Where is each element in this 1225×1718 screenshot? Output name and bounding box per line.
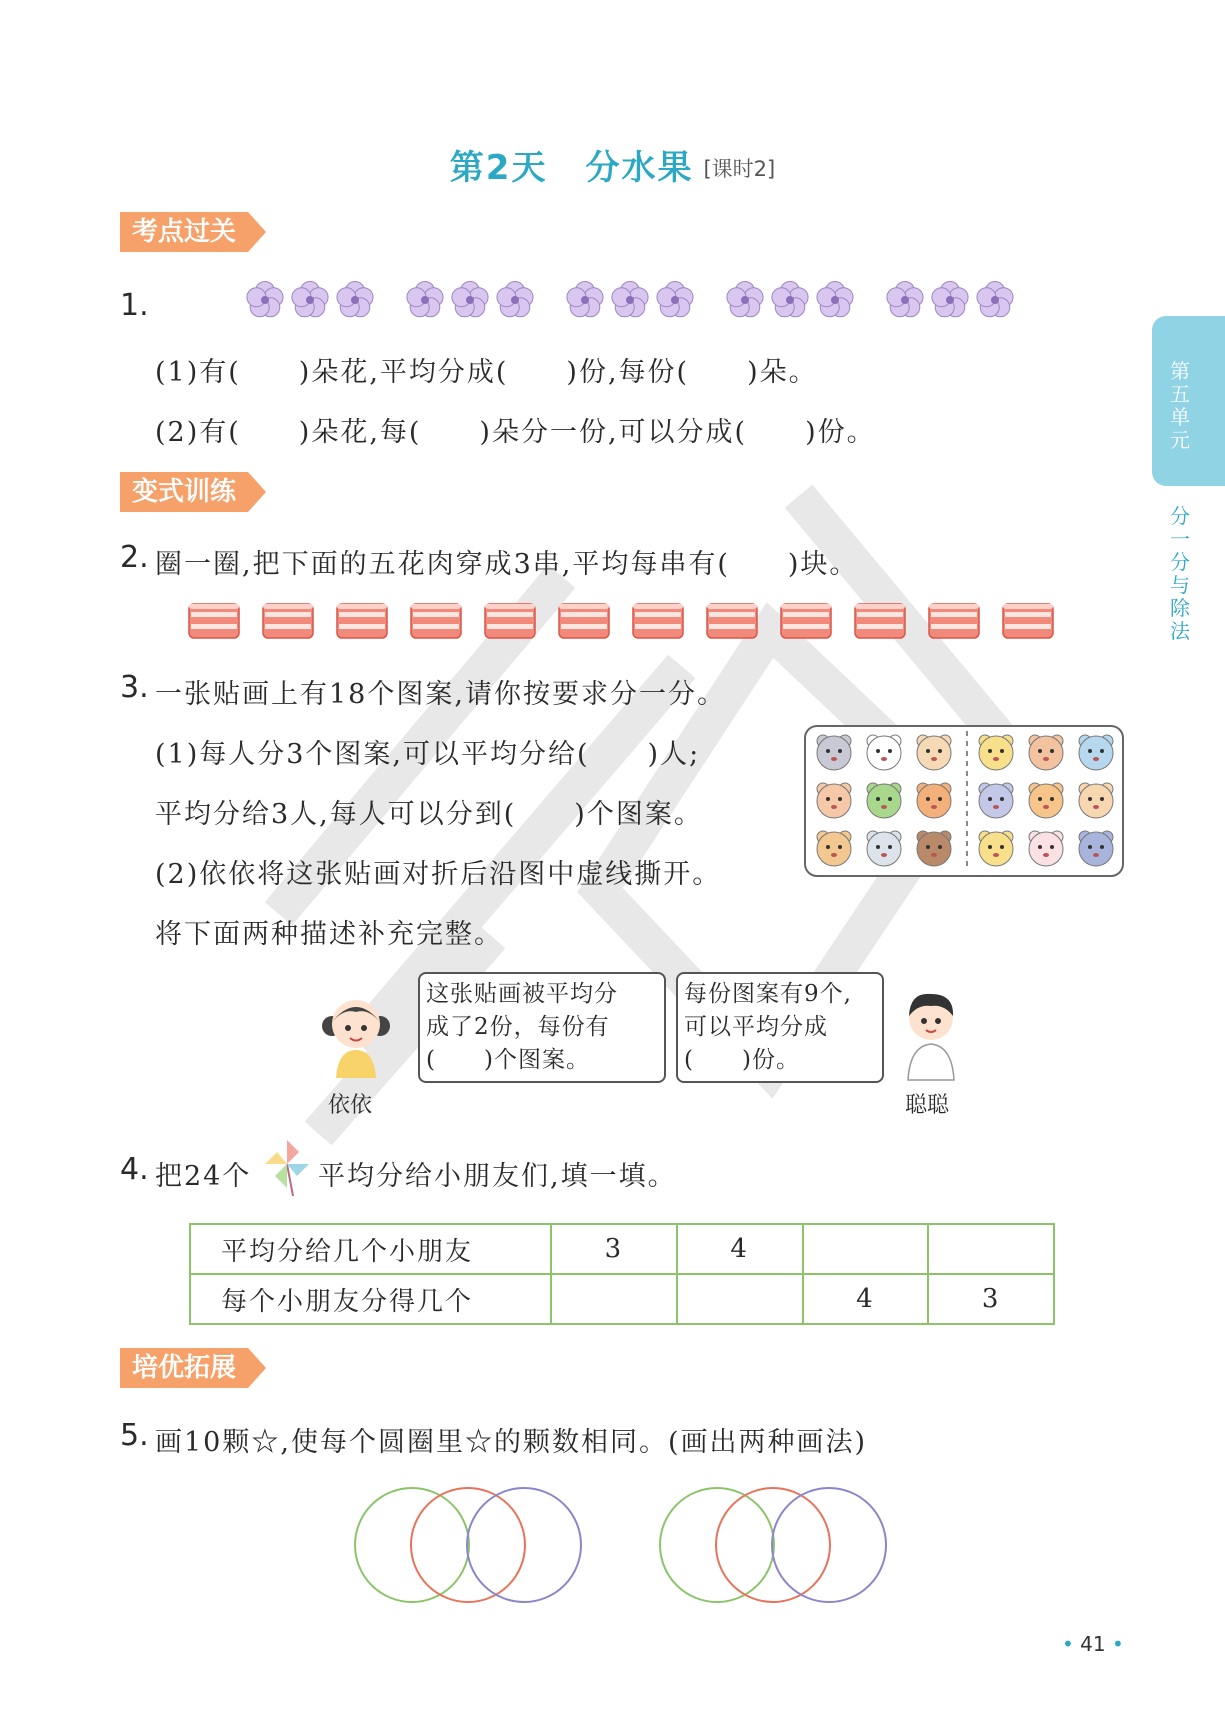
animal-sticker-icon	[979, 831, 1013, 866]
animal-sticker-icon	[867, 783, 901, 818]
pork-belly-icon	[559, 604, 609, 638]
bubble-yiyi-line: 这张贴画被平均分	[426, 981, 618, 1007]
q2-number: 2.	[120, 540, 149, 575]
animal-sticker-icon	[1029, 735, 1063, 770]
pork-belly-icon	[781, 604, 831, 638]
flower-icon	[247, 282, 283, 317]
bubble-yiyi-line: 成了2份，每份有	[426, 1014, 610, 1040]
title-lesson: [课时2]	[703, 157, 776, 181]
girl-yiyi-illustration	[318, 990, 394, 1080]
q3-part2b: 将下面两种描述补充完整。	[155, 919, 503, 950]
table-cell[interactable]	[928, 1224, 1054, 1274]
animal-sticker-icon	[1079, 831, 1113, 866]
table-cell[interactable]: 3	[928, 1274, 1054, 1324]
flower-icon	[817, 282, 853, 317]
table-cell[interactable]	[803, 1224, 929, 1274]
bubble-congcong-line: 可以平均分成	[684, 1014, 828, 1040]
name-yiyi: 依依	[328, 1093, 373, 1118]
pork-belly-icon	[929, 604, 979, 638]
animal-sticker-icon	[817, 735, 851, 770]
name-congcong: 聪聪	[905, 1093, 950, 1118]
flower-icon	[727, 282, 763, 317]
row-label: 平均分给几个小朋友	[190, 1224, 551, 1274]
flower-icon	[452, 282, 488, 317]
animal-sticker-icon	[1079, 735, 1113, 770]
q3-part1a: (1)每人分3个图案,可以平均分给( )人;	[155, 739, 701, 770]
animal-sticker-icon	[817, 783, 851, 818]
flower-icon	[657, 282, 693, 317]
page-number-value: 41	[1080, 1632, 1106, 1656]
pork-belly-icon	[633, 604, 683, 638]
unit-side-label: 第五单元	[1170, 359, 1190, 452]
q5-text: 画10颗☆,使每个圆圈里☆的颗数相同。(画出两种画法)	[155, 1427, 868, 1458]
animal-sticker-icon	[867, 735, 901, 770]
flower-icon	[887, 282, 923, 317]
q5-number: 5.	[120, 1418, 149, 1453]
pork-belly-icon	[337, 604, 387, 638]
pork-belly-icon	[1003, 604, 1053, 638]
animal-sticker-icon	[1029, 831, 1063, 866]
table-cell[interactable]	[551, 1274, 677, 1324]
flower-icon	[772, 282, 808, 317]
table-cell[interactable]: 3	[551, 1224, 677, 1274]
venn-circles	[352, 1475, 892, 1615]
table-cell[interactable]	[677, 1274, 803, 1324]
flower-icon	[407, 282, 443, 317]
page-number: • 41 •	[1062, 1632, 1124, 1656]
table-row	[190, 1274, 1054, 1324]
q3-part1b: 平均分给3人,每人可以分到( )个图案。	[155, 799, 703, 830]
q1-line1: (1)有( )朵花,平均分成( )份,每份( )朵。	[155, 357, 818, 388]
pinwheel-icon	[263, 1138, 311, 1198]
chapter-side-label: 分一分与除法	[1170, 504, 1190, 643]
pork-belly-icon	[485, 604, 535, 638]
page-title	[0, 140, 1225, 189]
bubble-congcong-line: ( )份。	[684, 1047, 800, 1073]
q4-post: 平均分给小朋友们,填一填。	[318, 1161, 677, 1192]
animal-sticker-icon	[867, 831, 901, 866]
section-tag-peiyou: 培优拓展	[120, 1348, 248, 1388]
q1-line2: (2)有( )朵花,每( )朵分一份,可以分成( )份。	[155, 417, 876, 448]
flower-icon	[497, 282, 533, 317]
animal-sticker-icon	[917, 831, 951, 866]
table-cell[interactable]: 4	[803, 1274, 929, 1324]
q4-number: 4.	[120, 1152, 149, 1187]
bubble-congcong-line: 每份图案有9个,	[684, 981, 852, 1007]
title-topic: 分水果	[585, 148, 694, 188]
boy-congcong-illustration	[898, 988, 964, 1082]
animal-sticker-icon	[1029, 783, 1063, 818]
bubble-yiyi-line: ( )个图案。	[426, 1047, 590, 1073]
speech-bubble-congcong	[676, 972, 884, 1083]
q1-number: 1.	[120, 288, 149, 323]
animal-sticker-icon	[917, 783, 951, 818]
pork-belly-icon	[263, 604, 313, 638]
flower-icon	[292, 282, 328, 317]
q4-pre: 把24个	[155, 1161, 252, 1192]
row-label: 每个小朋友分得几个	[190, 1274, 551, 1324]
q3-part2: (2)依依将这张贴画对折后沿图中虚线撕开。	[155, 859, 722, 890]
q2-text: 圈一圈,把下面的五花肉穿成3串,平均每串有( )块。	[155, 549, 859, 580]
pork-belly-icon	[189, 604, 239, 638]
flower-icon	[567, 282, 603, 317]
pork-belly-icon	[707, 604, 757, 638]
pork-belly-icon	[855, 604, 905, 638]
q2-meat-row	[185, 598, 1065, 644]
animal-sticker-icon	[1079, 783, 1113, 818]
animal-sticker-icon	[817, 831, 851, 866]
speech-bubble-yiyi	[418, 972, 666, 1083]
section-tag-bianshi: 变式训练	[120, 472, 248, 512]
section-tag-kaodian: 考点过关	[120, 212, 248, 252]
flower-icon	[612, 282, 648, 317]
table-row	[190, 1224, 1054, 1274]
flower-icon	[932, 282, 968, 317]
animal-sticker-icon	[979, 735, 1013, 770]
q4-fill-table	[189, 1223, 1055, 1325]
sticker-sheet	[804, 725, 1124, 877]
animal-sticker-icon	[917, 735, 951, 770]
q3-number: 3.	[120, 670, 149, 705]
pork-belly-icon	[411, 604, 461, 638]
title-day: 第2天	[449, 148, 548, 188]
q1-flowers	[245, 278, 1025, 326]
flower-icon	[977, 282, 1013, 317]
table-cell[interactable]: 4	[677, 1224, 803, 1274]
flower-icon	[337, 282, 373, 317]
animal-sticker-icon	[979, 783, 1013, 818]
q3-text: 一张贴画上有18个图案,请你按要求分一分。	[155, 679, 726, 710]
